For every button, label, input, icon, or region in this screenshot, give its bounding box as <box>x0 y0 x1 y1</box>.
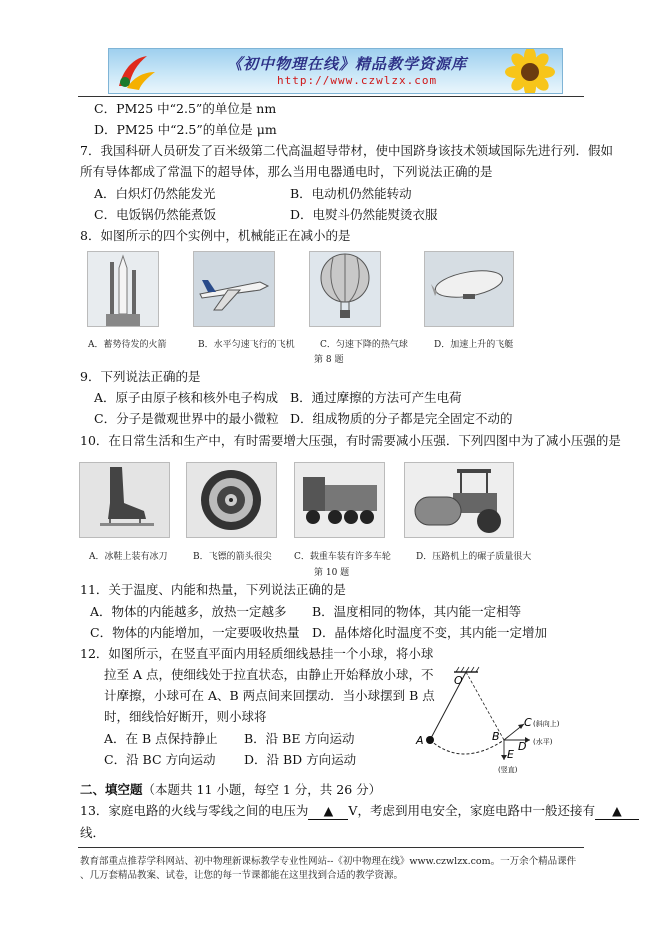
q11-option-b: B．温度相同的物体，其内能一定相等 <box>312 604 522 619</box>
q9-option-a: A．原子由原子核和核外电子构成 <box>94 390 279 405</box>
footer-rule <box>78 847 584 848</box>
label-e: E <box>507 748 514 761</box>
q12-option-a: A．在 B 点保持静止 <box>104 731 218 746</box>
q13-blank1[interactable]: ▲ <box>308 803 348 820</box>
q8-caption-d: D．加速上升的飞艇 <box>434 340 514 350</box>
dartboard-photo <box>186 462 277 538</box>
q9-stem: 9．下列说法正确的是 <box>80 369 201 384</box>
header-rule <box>78 96 584 97</box>
airship-photo <box>424 251 514 327</box>
q10-caption-c: C．载重车装有许多车轮 <box>294 552 391 562</box>
q11-option-d: D．晶体熔化时温度不变，其内能一定增加 <box>312 625 548 640</box>
q7-option-c: C．电饭锅仍然能煮饭 <box>94 207 217 222</box>
q10-caption-d: D．压路机上的碾子质量很大 <box>416 552 532 562</box>
ceiling-support <box>454 667 479 672</box>
banner-title: 《初中物理在线》精品教学资源库 <box>227 55 468 73</box>
q12-stem-line3: 计摩擦，小球可在 A、B 两点间来回摆动．当小球摆到 B 点 <box>104 688 435 703</box>
q7-option-d: D．电熨斗仍然能熨烫衣服 <box>290 207 438 222</box>
sunflower-icon <box>490 49 560 94</box>
q8-caption-a: A．蓄势待发的火箭 <box>88 340 167 350</box>
ball <box>426 736 434 744</box>
q7-option-a: A．白炽灯仍然能发光 <box>94 186 216 201</box>
q9-option-d: D．组成物质的分子都是完全固定不动的 <box>290 411 513 426</box>
q10-stem: 10．在日常生活和生产中，有时需要增大压强，有时需要减小压强．下列四图中为了减小压强的是 <box>80 433 621 448</box>
label-b: B <box>492 730 500 743</box>
rocket-photo <box>87 251 159 327</box>
q7-option-b: B．电动机仍然能转动 <box>290 186 412 201</box>
q8-caption-b: B．水平匀速飞行的飞机 <box>198 340 295 350</box>
q9-option-b: B．通过摩擦的方法可产生电荷 <box>290 390 462 405</box>
pendulum-diagram <box>412 664 572 776</box>
q10-figure-label: 第 10 题 <box>314 568 350 578</box>
q7-stem-line2: 所有导体都成了常温下的超导体，那么当用电器通电时，下列说法正确的是 <box>80 164 493 179</box>
q7-stem-line1: 7．我国科研人员研发了百米级第二代高温超导带材，使中国跻身该技术领域国际先进行列．假如 <box>80 143 613 158</box>
footer-line1: 教育部重点推荐学科网站、初中物理新课标教学专业性网站--《初中物理在线》www.czwlzx.com。一万余个精品课件 <box>80 856 577 867</box>
q13-part1: 13．家庭电路的火线与零线之间的电压为 <box>80 803 309 818</box>
q13-part2: V，考虑到用电安全，家庭电路中一般还接有 <box>348 803 595 818</box>
q8-stem: 8．如图所示的四个实例中，机械能正在减小的是 <box>80 228 351 243</box>
q12-stem-line2: 拉至 A 点，使细线处于拉直状态，由静止开始释放小球，不 <box>104 667 434 682</box>
airplane-photo <box>193 251 275 327</box>
q12-option-d: D．沿 BD 方向运动 <box>244 752 357 767</box>
site-logo-icon <box>113 52 157 92</box>
section2-heading: 二、填空题 <box>80 782 143 797</box>
q12-stem-line1: 12．如图所示，在竖直平面内用轻质细线悬挂一个小球，将小球 <box>80 646 434 661</box>
q12-option-b: B．沿 BE 方向运动 <box>244 731 355 746</box>
q8-figure-label: 第 8 题 <box>314 355 344 365</box>
q9-option-c: C．分子是微观世界中的最小微粒 <box>94 411 279 426</box>
q10-caption-a: A．冰鞋上装有冰刀 <box>89 552 168 562</box>
banner-url[interactable]: http://www.czwlzx.com <box>277 74 438 87</box>
q10-caption-b: B．飞镖的箭头很尖 <box>193 552 272 562</box>
ice-skate-photo <box>79 462 170 538</box>
q12-option-c: C．沿 BC 方向运动 <box>104 752 216 767</box>
label-e-note: (竖直) <box>498 766 518 774</box>
q13-line <box>80 803 639 820</box>
section2-heading-line <box>80 782 381 798</box>
label-a: A <box>416 734 424 747</box>
label-d-note: (水平) <box>533 738 553 746</box>
hot-air-balloon-photo <box>309 251 381 327</box>
header-banner <box>108 48 563 94</box>
label-d: D <box>518 740 527 753</box>
q8-caption-c: C．匀速下降的热气球 <box>320 340 408 350</box>
q12-stem-line4: 时，细线恰好断开，则小球将 <box>104 709 267 724</box>
q11-option-a: A．物体的内能越多，放热一定越多 <box>90 604 287 619</box>
label-o: O <box>454 674 463 687</box>
q13-blank2[interactable]: ▲ <box>595 803 639 820</box>
section2-note: （本题共 11 小题，每空 1 分，共 26 分） <box>142 782 382 797</box>
heavy-truck-photo <box>294 462 385 538</box>
q11-stem: 11．关于温度、内能和热量，下列说法正确的是 <box>80 582 346 597</box>
footer-line2: 、几万套精品教案、试卷，让您的每一节课都能在这里找到合适的教学资源。 <box>80 870 404 881</box>
q6-option-d: D．PM25 中“2.5”的单位是 μm <box>94 122 277 137</box>
label-c: C <box>524 716 532 729</box>
q11-option-c: C．物体的内能增加，一定要吸收热量 <box>90 625 300 640</box>
q6-option-c: C．PM25 中“2.5”的单位是 nm <box>94 101 277 116</box>
label-c-note: (斜向上) <box>533 720 560 728</box>
q13-part3: 线． <box>80 825 106 840</box>
road-roller-photo <box>404 462 514 538</box>
